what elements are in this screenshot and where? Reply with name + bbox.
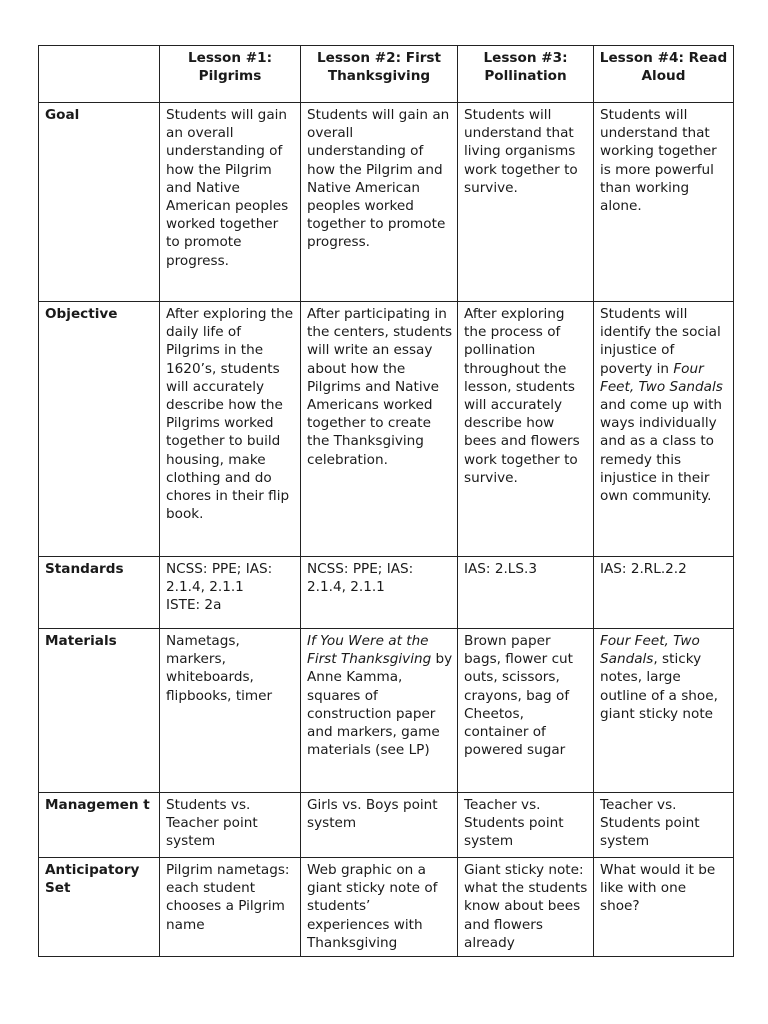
anticipatory-lesson-1: Pilgrim nametags: each student chooses a Pilgrim name bbox=[160, 858, 301, 957]
goal-row bbox=[39, 103, 734, 302]
anticipatory-set-label: Anticipatory Set bbox=[39, 858, 160, 957]
goal-lesson-1: Students will gain an overall understanding of how the Pilgrim and Native American peoples worked together to promote progress. bbox=[160, 103, 301, 302]
management-label: Managemen t bbox=[39, 793, 160, 858]
book-title: Four Feet, Two Sandals bbox=[600, 633, 700, 668]
materials-row bbox=[39, 629, 734, 793]
materials-lesson-1: Nametags, markers, whiteboards, flipbooks, timer bbox=[160, 629, 301, 793]
header-row bbox=[39, 46, 734, 103]
goal-lesson-4: Students will understand that working together is more powerful than working alone. bbox=[594, 103, 734, 302]
book-title: If You Were at the First Thanksgiving bbox=[307, 633, 432, 668]
anticipatory-lesson-4: What would it be like with one shoe? bbox=[594, 858, 734, 957]
header-corner-cell bbox=[39, 46, 160, 103]
objective-lesson-2: After participating in the centers, students will write an essay about how the Pilgrims and Native Americans worked together to create the Thanksgiving celebration. bbox=[301, 302, 458, 557]
materials-lesson-2-text: by Anne Kamma, squares of construction paper and markers, game materials (see LP) bbox=[307, 651, 453, 759]
materials-label: Materials bbox=[39, 629, 160, 793]
objective-lesson-3: After exploring the process of pollination throughout the lesson, students will accurately describe how bees and flowers work together to survive. bbox=[458, 302, 594, 557]
standards-lesson-1-line-2: ISTE: 2a bbox=[166, 597, 222, 614]
materials-lesson-3: Brown paper bags, flower cut outs, scissors, crayons, bag of Cheetos, container of powered sugar bbox=[458, 629, 594, 793]
objective-lesson-4 bbox=[594, 302, 734, 557]
standards-lesson-4: IAS: 2.RL.2.2 bbox=[594, 557, 734, 629]
management-lesson-2: Girls vs. Boys point system bbox=[301, 793, 458, 858]
goal-lesson-2: Students will gain an overall understanding of how the Pilgrim and Native American peoples worked together to promote progress. bbox=[301, 103, 458, 302]
standards-lesson-3: IAS: 2.LS.3 bbox=[458, 557, 594, 629]
objective-lesson-4-text-a: Students will identify the social injustice of poverty in bbox=[600, 306, 721, 377]
standards-label: Standards bbox=[39, 557, 160, 629]
goal-lesson-3: Students will understand that living organisms work together to survive. bbox=[458, 103, 594, 302]
objective-lesson-4-text-b: and come up with ways individually and as a class to remedy this injustice in their own community. bbox=[600, 397, 723, 505]
management-lesson-1: Students vs. Teacher point system bbox=[160, 793, 301, 858]
management-row bbox=[39, 793, 734, 858]
header-lesson-2: Lesson #2: First Thanksgiving bbox=[301, 46, 458, 103]
management-lesson-3: Teacher vs. Students point system bbox=[458, 793, 594, 858]
lesson-plan-table bbox=[38, 45, 734, 957]
header-lesson-1: Lesson #1: Pilgrims bbox=[160, 46, 301, 103]
anticipatory-lesson-3: Giant sticky note: what the students know about bees and flowers already bbox=[458, 858, 594, 957]
header-lesson-4: Lesson #4: Read Aloud bbox=[594, 46, 734, 103]
standards-lesson-1-line-1: NCSS: PPE; IAS: 2.1.4, 2.1.1 bbox=[166, 561, 273, 596]
header-lesson-3: Lesson #3: Pollination bbox=[458, 46, 594, 103]
goal-label: Goal bbox=[39, 103, 160, 302]
objective-label: Objective bbox=[39, 302, 160, 557]
anticipatory-set-row bbox=[39, 858, 734, 957]
anticipatory-lesson-2: Web graphic on a giant sticky note of students’ experiences with Thanksgiving bbox=[301, 858, 458, 957]
standards-lesson-2: NCSS: PPE; IAS: 2.1.4, 2.1.1 bbox=[301, 557, 458, 629]
standards-row bbox=[39, 557, 734, 629]
objective-row bbox=[39, 302, 734, 557]
management-lesson-4: Teacher vs. Students point system bbox=[594, 793, 734, 858]
materials-lesson-2 bbox=[301, 629, 458, 793]
materials-lesson-4 bbox=[594, 629, 734, 793]
book-title: Four Feet, Two Sandals bbox=[600, 360, 723, 395]
materials-lesson-4-text: , sticky notes, large outline of a shoe, giant sticky note bbox=[600, 651, 718, 722]
standards-lesson-1 bbox=[160, 557, 301, 629]
objective-lesson-1: After exploring the daily life of Pilgrims in the 1620’s, students will accurately describe how the Pilgrims worked together to build housing, make clothing and do chores in their flip book. bbox=[160, 302, 301, 557]
